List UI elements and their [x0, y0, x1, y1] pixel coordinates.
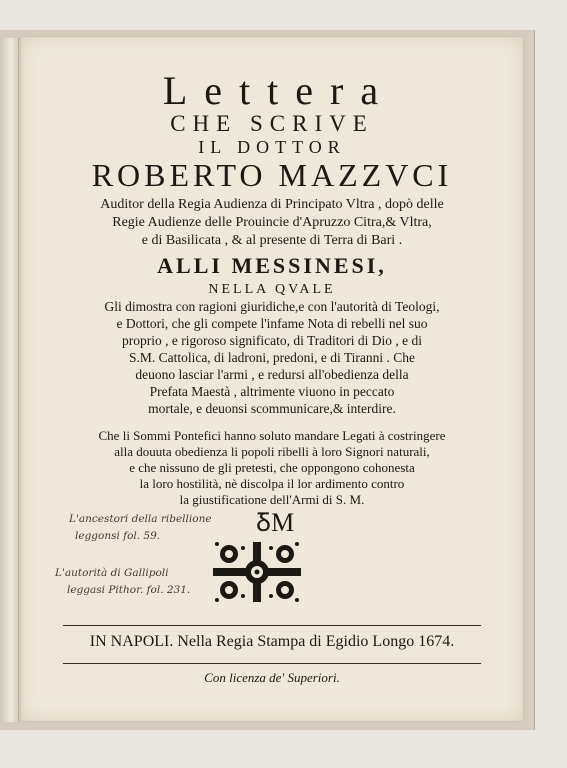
description-line: mortale, e deuonsi scommunicare,& interdire. [148, 401, 396, 416]
title-page [20, 36, 524, 722]
author-office-line: Regie Audienze delle Prouincie d'Apruzzo Citra,& Vltra, [112, 215, 432, 230]
second-paragraph-line: alla douuta obedienza li popoli ribelli à loro Signori naturali, [114, 444, 430, 459]
divider-rule [63, 663, 481, 664]
printer-ornament-icon [209, 540, 305, 604]
nella-quale-heading: NELLA QVALE [208, 282, 336, 297]
handwritten-note: leggonsi fol. 59. [75, 530, 161, 542]
description-line: deuono lasciar l'armi , e redursi all'obedienza della [135, 367, 409, 382]
author-office-line: e di Basilicata , & al presente di Terra di Bari . [141, 233, 403, 248]
author-name: ROBERTO MAZZVCI [91, 157, 453, 193]
handwritten-note: L'autorità di Gallipoli [55, 567, 169, 579]
printer-monogram: ꝽM [255, 508, 295, 537]
second-paragraph-line: e che nissuno de gli pretesti, che oppongono cohonesta [129, 460, 415, 475]
imprint-line: IN NAPOLI. Nella Regia Stampa di Egidio Longo 1674. [89, 633, 455, 650]
second-paragraph-line: Che li Sommi Pontefici hanno soluto mandare Legati à costringere [98, 428, 446, 443]
divider-rule [63, 625, 481, 626]
license-line: Con licenza de' Superiori. [204, 670, 340, 685]
description-line: Gli dimostra con ragioni giuridiche,e con l'autorità di Teologi, [104, 299, 440, 314]
handwritten-note: leggasi Pithor. fol. 231. [67, 584, 191, 596]
author-office-line: Auditor della Regia Audienza di Principato Vltra , dopò delle [100, 197, 444, 212]
title-word-lettera: Lettera [162, 68, 396, 113]
title-il-dottor: IL DOTTOR [198, 137, 346, 157]
description-line: Prefata Maestà , altrimente viuono in peccato [149, 384, 395, 399]
title-che-scrive: CHE SCRIVE [170, 111, 374, 136]
recipient-heading: ALLI MESSINESI, [157, 253, 387, 278]
description-line: e Dottori, che gli compete l'infame Nota di rebelli nel suo [116, 316, 428, 331]
second-paragraph-line: la giustificatione dell'Armi di S. M. [179, 492, 365, 507]
description-line: proprio , e rigoroso significato, di Traditori di Dio , e di [122, 333, 422, 348]
handwritten-note: L'ancestori della ribellione [69, 513, 212, 525]
second-paragraph-line: la loro hostilità, nè discolpa il lor ardimento contro [139, 476, 405, 491]
book-spine [0, 38, 19, 722]
description-line: S.M. Cattolica, di ladroni, predoni, e di Tiranni . Che [128, 350, 416, 365]
